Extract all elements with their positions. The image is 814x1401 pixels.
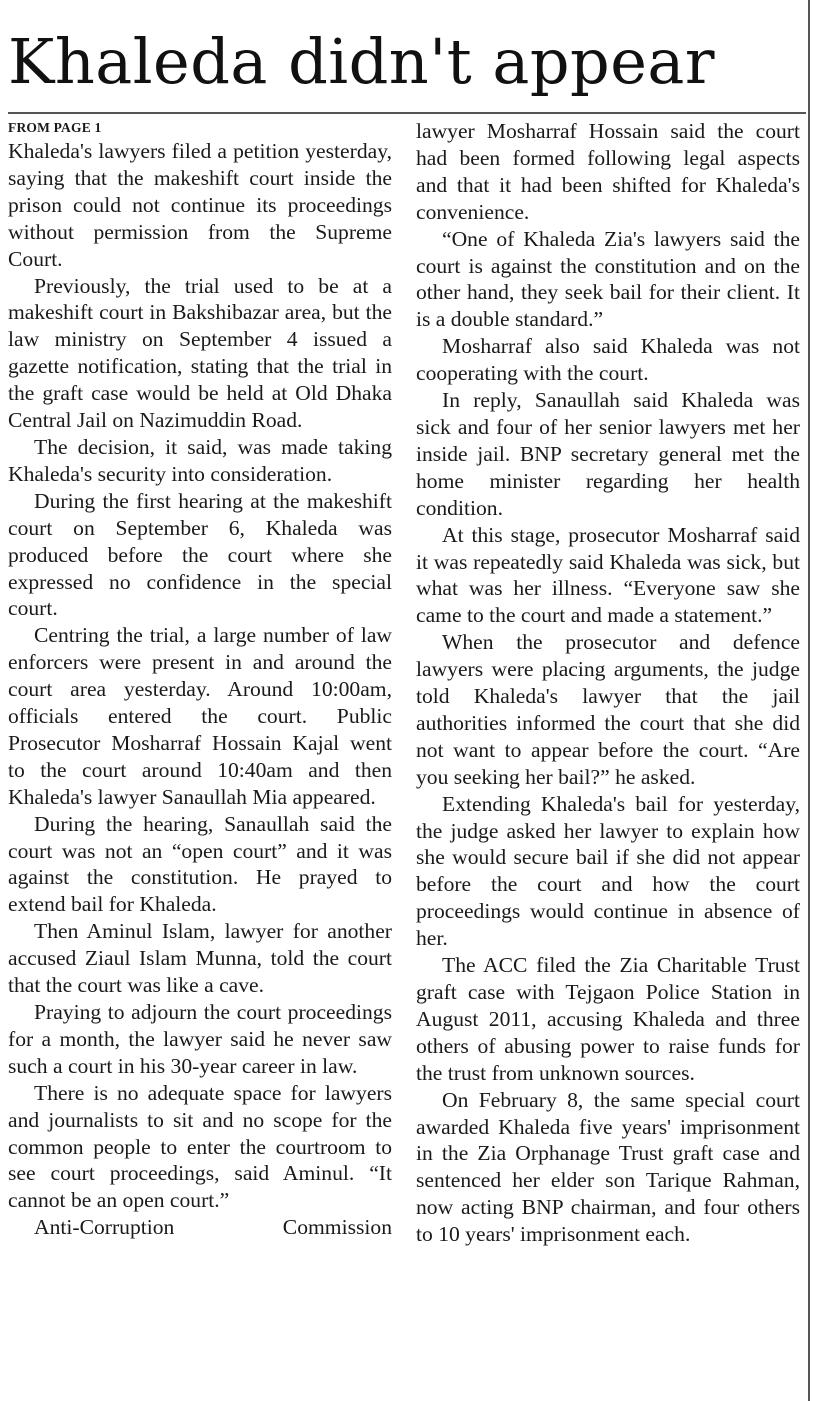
paragraph: Then Aminul Islam, lawyer for another accused Ziaul Islam Munna, told the court that the court was like a cave. (8, 919, 392, 998)
paragraph: During the first hearing at the makeshift court on September 6, Khaleda was produced before the court where she expressed no confidence in the special court. (8, 488, 392, 621)
paragraph: Khaleda's lawyers filed a petition yesterday, saying that the makeshift court inside the prison could not continue its proceedings without permission from the Supreme Court. (8, 139, 392, 271)
paragraph: On February 8, the same special court awarded Khaleda five years' imprisonment in the Zia Orphanage Trust graft case and sentenced her elder son Tarique Rahman, now acting BNP chairman, and four others to 10 years' imprisonment each. (416, 1087, 800, 1247)
paragraph: There is no adequate space for lawyers and journalists to sit and no scope for the common people to enter the courtroom to see court proceedings, said Aminul. “It cannot be an open court.” (8, 1080, 392, 1213)
paragraph: During the hearing, Sanaullah said the court was not an “open court” and it was against the constitution. He prayed to extend bail for Khaleda. (8, 811, 392, 917)
paragraph: Previously, the trial used to be at a makeshift court in Bakshibazar area, but the law ministry on September 4 issued a gazette notification, stating that the trial in the graft case would be held at Old Dhaka Central Jail on Nazimuddin Road. (8, 273, 392, 433)
paragraph: Extending Khaleda's bail for yesterday, the judge asked her lawyer to explain how she would secure bail if she did not appear before the court and how the court proceedings would continue in absence of her. (416, 791, 800, 951)
headline-rule (8, 112, 806, 114)
paragraph: Centring the trial, a large number of law enforcers were present in and around the court area yesterday. Around 10:00am, officials entered the court. Public Prosecutor Mosharraf Hossain Kajal went to the court around 10:40am and then Khaleda's lawyer Sanaullah Mia appeared. (8, 623, 392, 809)
paragraph: The decision, it said, was made taking Khaleda's security into consideration. (8, 434, 392, 486)
paragraph: At this stage, prosecutor Mosharraf said it was repeatedly said Khaleda was sick, but what was her illness. “Everyone saw she came to the court and made a statement.” (416, 522, 800, 628)
article-column-right (416, 118, 800, 1248)
paragraph: The ACC filed the Zia Charitable Trust graft case with Tejgaon Police Station in August 2011, accusing Khaleda and three others of abusing power to raise funds for the trust from unknown sources. (416, 953, 800, 1085)
dateline: FROM PAGE 1 (8, 120, 102, 135)
paragraph: lawyer Mosharraf Hossain said the court had been formed following legal aspects and that it had been shifted for Khaleda's convenience. (416, 119, 800, 224)
paragraph: Praying to adjourn the court proceedings for a month, the lawyer said he never saw such a court in his 30-year career in law. (8, 1000, 392, 1078)
headline: Khaleda didn't appear (8, 25, 716, 98)
paragraph: When the prosecutor and defence lawyers were placing arguments, the judge told Khaleda's lawyer that the jail authorities informed the court that she did not want to appear before the court. “Are you seeking her bail?” he asked. (416, 630, 800, 789)
paragraph: Anti-Corruption Commission (34, 1215, 392, 1240)
page-right-rule (808, 0, 810, 1401)
paragraph: In reply, Sanaullah said Khaleda was sick and four of her senior lawyers met her inside jail. BNP secretary general met the home minister regarding her health condition. (416, 388, 800, 520)
paragraph: Mosharraf also said Khaleda was not cooperating with the court. (416, 334, 800, 386)
article-column-left (8, 118, 392, 1241)
paragraph: “One of Khaleda Zia's lawyers said the court is against the constitution and on the other hand, they seek bail for their client. It is a double standard.” (416, 226, 800, 332)
